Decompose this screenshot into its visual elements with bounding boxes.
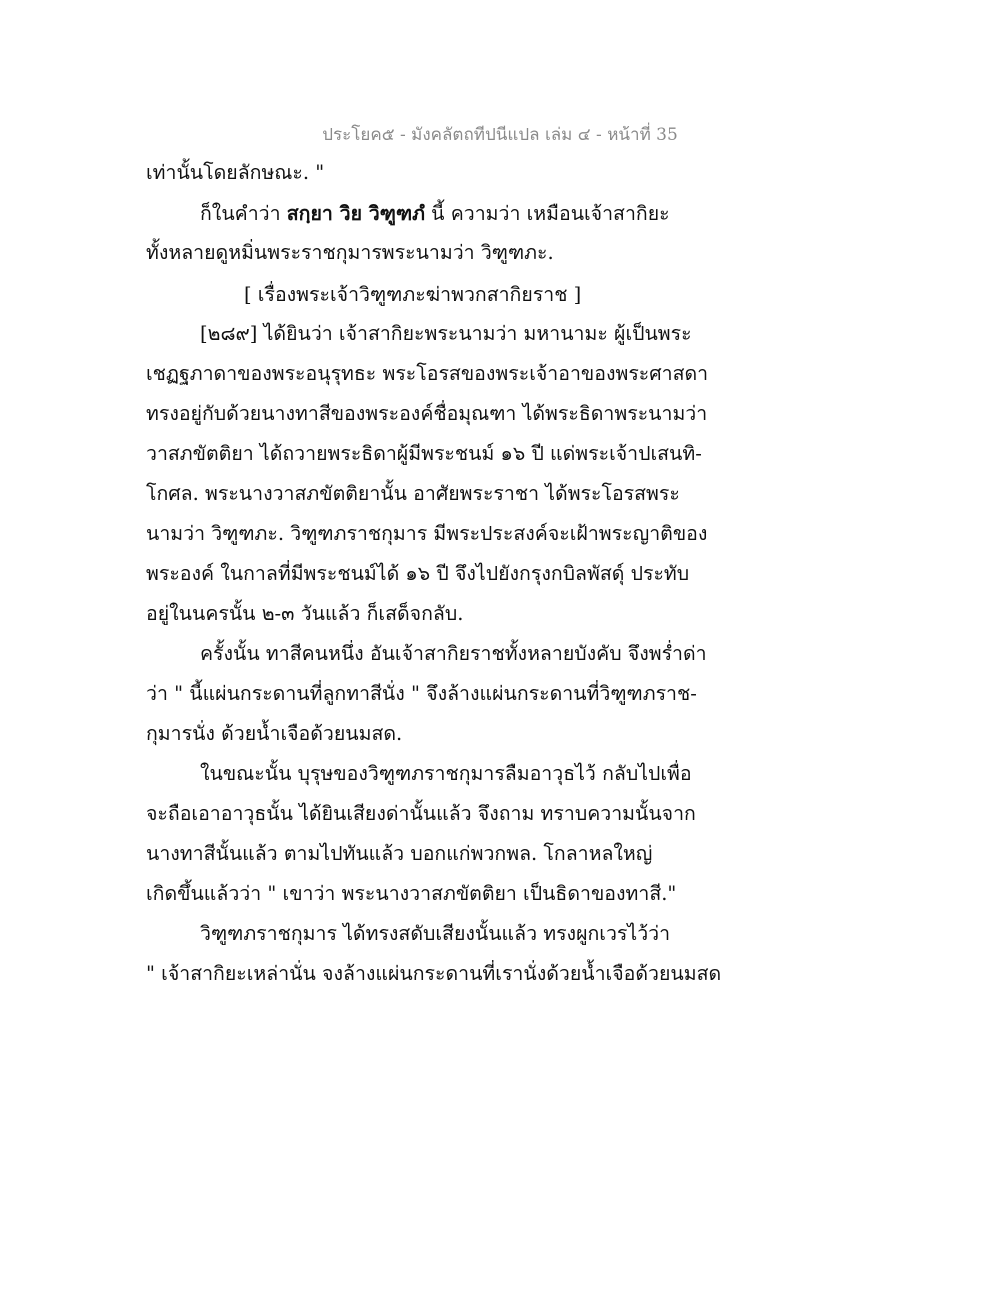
running-header-text: ประโยค๕ - มังคลัตถทีปนีแปล เล่ม ๔ - หน้าที่ 35 <box>322 125 678 145</box>
line-segment: ก็ในคำว่า <box>200 202 287 225</box>
line-segment: ทรงอยู่กับด้วยนางทาสีของพระองค์ชื่อมุณฑา ได้พระธิดาพระนามว่า <box>146 402 708 425</box>
text-line <box>146 364 708 384</box>
line-segment: เกิดขึ้นแล้วว่า " เขาว่า พระนางวาสภขัตติยา เป็นธิดาของทาสี." <box>146 882 677 905</box>
line-segment: " เจ้าสากิยะเหล่านั่น จงล้างแผ่นกระดานที่เรานั่งด้วยน้ำเจือด้วยนมสด <box>146 962 722 985</box>
line-segment: วิฑูฑภราชกุมาร ได้ทรงสดับเสียงนั้นแล้ว ทรงผูกเวรไว้ว่า <box>200 922 671 945</box>
text-line <box>146 524 707 544</box>
line-segment: ว่า " นี้แผ่นกระดานที่ลูกทาสีนั่ง " จึงล้างแผ่นกระดานที่วิฑูฑภราช- <box>146 682 697 705</box>
line-segment: นามว่า วิฑูฑภะ. วิฑูฑภราชกุมาร มีพระประสงค์จะเฝ้าพระญาติของ <box>146 522 708 545</box>
line-segment: ทั้งหลายดูหมิ่นพระราชกุมารพระนามว่า วิฑูฑภะ. <box>146 241 554 264</box>
text-line <box>146 884 676 904</box>
text-line <box>146 444 702 464</box>
text-line <box>146 724 402 744</box>
line-segment: ในขณะนั้น บุรุษของวิฑูฑภราชกุมารลืมอาวุธไว้ กลับไปเพื่อ <box>200 762 692 785</box>
text-line <box>146 564 689 584</box>
text-line <box>200 924 670 944</box>
text-line <box>146 404 707 424</box>
text-line <box>146 964 721 984</box>
text-line <box>146 604 463 624</box>
line-segment: พระองค์ ในกาลที่มีพระชนม์ได้ ๑๖ ปี จึงไปยังกรุงกบิลพัสดุ์ ประทับ <box>146 562 690 585</box>
pali-term: สกฺยา วิย วิฑูฑภํ <box>286 202 425 225</box>
text-line <box>146 484 680 504</box>
line-segment: ครั้งนั้น ทาสีคนหนึ่ง อันเจ้าสากิยราชทั้งหลายบังคับ จึงพร่ำด่า <box>200 642 707 665</box>
line-segment: นางทาสีนั้นแล้ว ตามไปทันแล้ว บอกแก่พวกพล. โกลาหลใหญ่ <box>146 842 653 865</box>
line-segment: จะถือเอาอาวุธนั้น ได้ยินเสียงด่านั้นแล้ว จึงถาม ทราบความนั้นจาก <box>146 802 696 825</box>
line-segment: วาสภขัตติยา ได้ถวายพระธิดาผู้มีพระชนม์ ๑๖ ปี แด่พระเจ้าปเสนทิ- <box>146 442 702 465</box>
section-heading-text: [ เรื่องพระเจ้าวิฑูฑภะฆ่าพวกสากิยราช ] <box>244 283 582 306</box>
text-line <box>146 804 696 824</box>
line-segment: เท่านั้นโดยลักษณะ. " <box>146 161 325 184</box>
text-line <box>146 844 652 864</box>
text-line <box>146 684 697 704</box>
running-header <box>0 121 1000 148</box>
section-heading <box>244 285 581 305</box>
line-segment: เชฏฐภาดาของพระอนุรุทธะ พระโอรสของพระเจ้าอาของพระศาสดา <box>146 362 709 385</box>
line-segment: นี้ ความว่า เหมือนเจ้าสากิยะ <box>424 202 670 225</box>
text-line <box>200 764 692 784</box>
text-line <box>200 324 692 344</box>
text-line <box>200 204 670 224</box>
text-line <box>146 163 324 183</box>
line-segment: อยู่ในนครนั้น ๒-๓ วันแล้ว ก็เสด็จกลับ. <box>146 602 464 625</box>
line-segment: โกศล. พระนางวาสภขัตติยานั้น อาศัยพระราชา ได้พระโอรสพระ <box>146 482 680 505</box>
text-line <box>200 644 707 664</box>
line-segment: [๒๘๙] ได้ยินว่า เจ้าสากิยะพระนามว่า มหานามะ ผู้เป็นพระ <box>200 322 692 345</box>
text-line <box>146 243 554 263</box>
line-segment: กุมารนั่ง ด้วยน้ำเจือด้วยนมสด. <box>146 722 403 745</box>
